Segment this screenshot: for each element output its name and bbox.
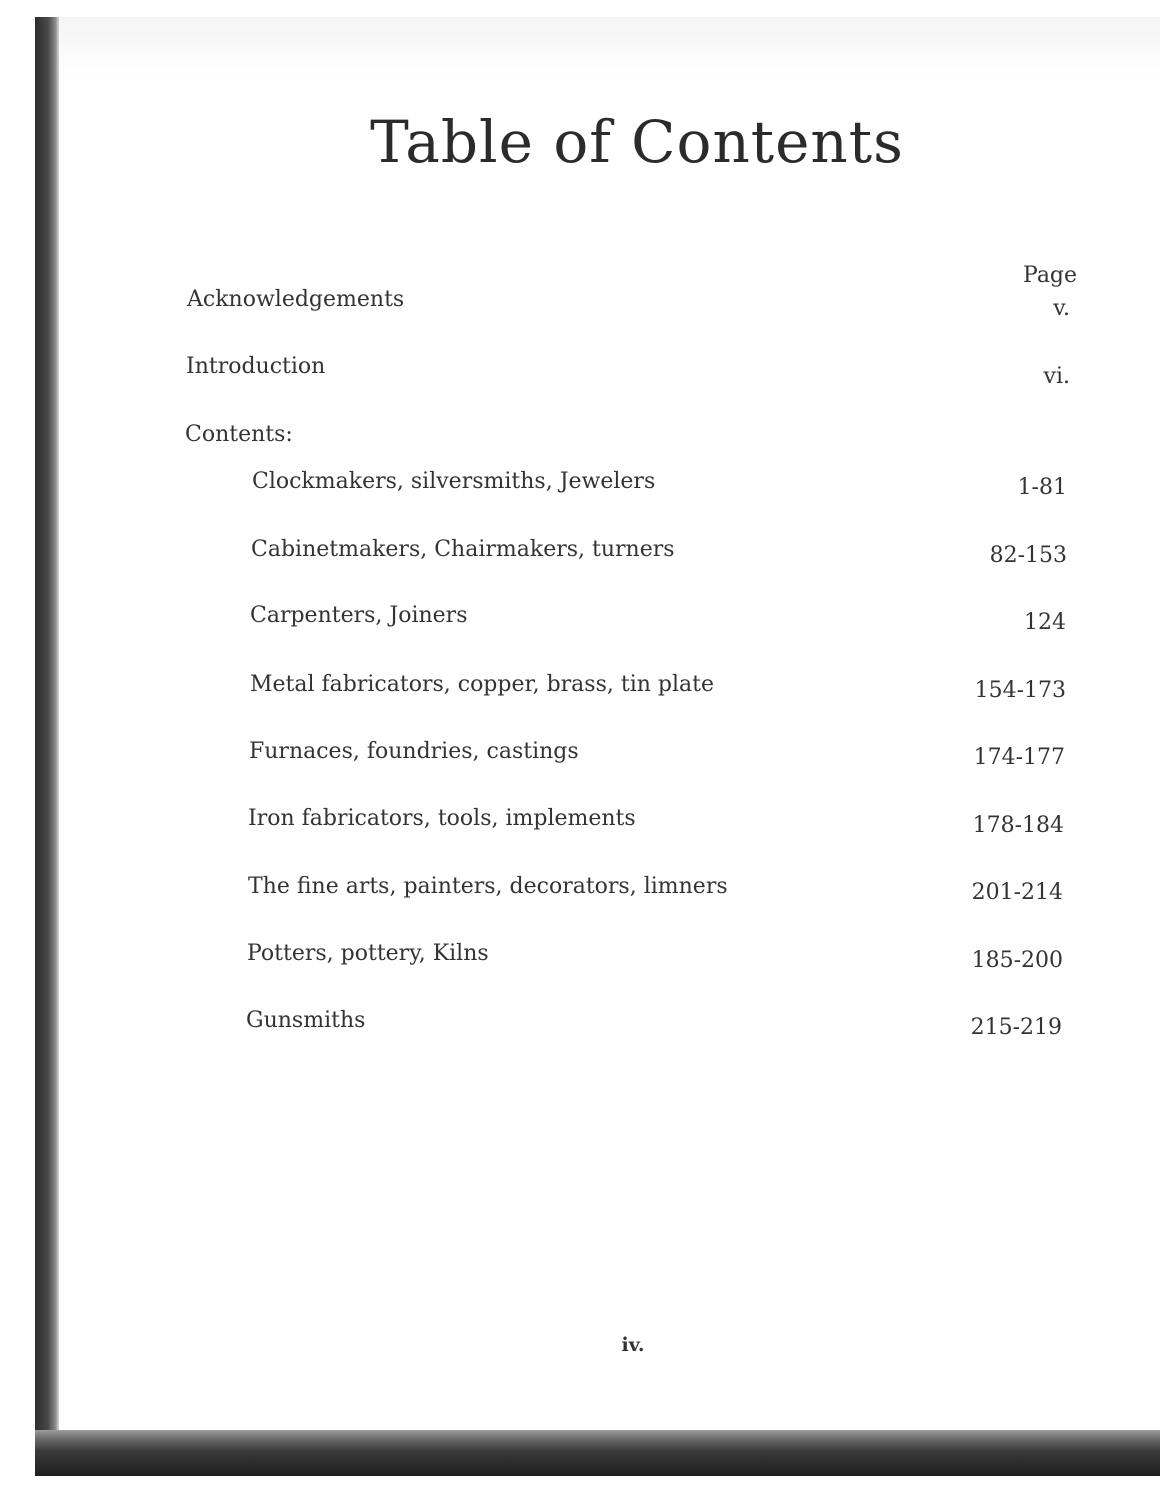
toc-entry-fine-arts: The fine arts, painters, decorators, limners bbox=[248, 874, 728, 899]
toc-entry-cabinetmakers: Cabinetmakers, Chairmakers, turners bbox=[251, 537, 675, 562]
toc-entry-iron-fabricators: Iron fabricators, tools, implements bbox=[248, 806, 636, 831]
toc-page-furnaces: 174-177 bbox=[973, 745, 1065, 770]
toc-contents-label: Contents: bbox=[185, 422, 293, 447]
toc-entry-metal-fabricators: Metal fabricators, copper, brass, tin plate bbox=[250, 672, 714, 697]
page-number: iv. bbox=[621, 1334, 645, 1356]
page-title: Table of Contents bbox=[370, 108, 904, 176]
scan-binding-edge bbox=[35, 17, 59, 1475]
toc-page-introduction: vi. bbox=[1043, 364, 1070, 389]
toc-entry-introduction: Introduction bbox=[186, 354, 326, 379]
toc-entry-clockmakers: Clockmakers, silversmiths, Jewelers bbox=[252, 469, 656, 494]
toc-entry-carpenters: Carpenters, Joiners bbox=[250, 603, 468, 628]
toc-page-fine-arts: 201-214 bbox=[971, 880, 1063, 905]
toc-page-iron-fabricators: 178-184 bbox=[972, 813, 1064, 838]
scan-bottom-edge bbox=[35, 1430, 1160, 1476]
page-column-header: Page bbox=[1023, 263, 1078, 288]
toc-page-clockmakers: 1-81 bbox=[1017, 475, 1067, 500]
toc-page-potters: 185-200 bbox=[971, 948, 1063, 973]
toc-page-carpenters: 124 bbox=[1024, 610, 1066, 635]
toc-page-metal-fabricators: 154-173 bbox=[974, 678, 1066, 703]
toc-entry-potters: Potters, pottery, Kilns bbox=[247, 941, 489, 966]
toc-entry-furnaces: Furnaces, foundries, castings bbox=[249, 739, 579, 764]
toc-page-acknowledgements: v. bbox=[1053, 296, 1070, 321]
toc-page-gunsmiths: 215-219 bbox=[970, 1015, 1062, 1040]
scan-top-shade bbox=[35, 17, 1160, 77]
toc-page-cabinetmakers: 82-153 bbox=[989, 543, 1067, 568]
toc-entry-acknowledgements: Acknowledgements bbox=[187, 287, 405, 312]
toc-entry-gunsmiths: Gunsmiths bbox=[246, 1008, 366, 1033]
